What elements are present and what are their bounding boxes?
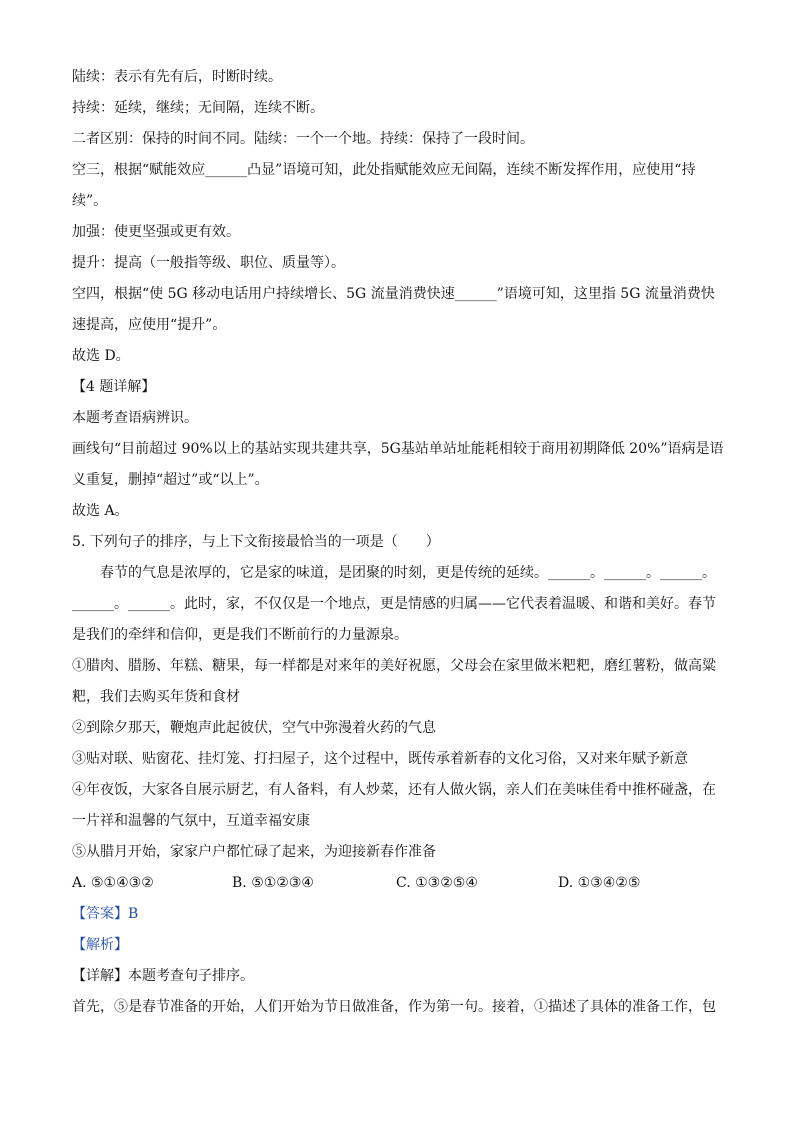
text-line: 续”。 [72,193,108,209]
sentence-item: ④年夜饭，大家各自展示厨艺，有人备料，有人炒菜，还有人做火锅，亲人们在美味佳肴中推杯碰盏，在 [72,782,716,798]
option-b: B. ⑤①②③④ [232,875,314,891]
text-line: 故选 A。 [72,503,129,519]
text-line: 空四，根据“使 5G 移动电话用户持续增长、5G 流量消费快速______”语境可知，这里指 5G 流量消费快 [72,286,715,302]
sentence-item: 一片祥和温馨的气氛中，互道幸福安康 [72,813,310,829]
option-d: D. ①③④②⑤ [558,875,641,891]
answer-line: 【答案】B [72,906,139,922]
analysis-heading: 【解析】 [72,937,128,953]
text-line: 加强：使更坚强或更有效。 [72,224,240,240]
text-line: 本题考查语病辨识。 [72,410,198,426]
sentence-item: ②到除夕那天，鞭炮声此起彼伏，空气中弥漫着火药的气息 [72,720,436,736]
text-line: 画线句“目前超过 90%以上的基站实现共建共享，5G基站单站址能耗相较于商用初期降低 20%”语病是语 [72,441,724,457]
sentence-item: ①腊肉、腊肠、年糕、糖果，每一样都是对来年的美好祝愿，父母会在家里做米粑粑，磨红薯粉，做高粱 [72,658,716,674]
sentence-item: 粑，我们去购买年货和食材 [72,689,240,705]
question-title: 5. 下列句子的排序，与上下文衔接最恰当的一项是（ ） [72,534,440,550]
option-a: A. ⑤①④③② [72,875,154,891]
passage-line: 是我们的牵绊和信仰，更是我们不断前行的力量源泉。 [72,627,408,643]
detail-line: 【详解】本题考查句子排序。 [72,968,254,984]
text-line: 提升：提高（一般指等级、职位、质量等）。 [72,255,345,271]
answer-options [72,868,732,899]
section-heading: 【4 题详解】 [72,379,156,395]
text-line: 空三，根据“赋能效应______凸显”语境可知，此处指赋能效应无间隔，连续不断发挥作用，应使用“持 [72,162,696,178]
text-line: 二者区别：保持的时间不同。陆续：一个一个地。持续：保持了一段时间。 [72,131,534,147]
text-line: 故选 D。 [72,348,130,364]
passage-line: 春节的气息是浓厚的，它是家的味道，是团聚的时刻，更是传统的延续。______。______。______。 [100,565,716,581]
text-line: 陆续：表示有先有后，时断时续。 [72,69,282,85]
option-c: C. ①③②⑤④ [396,875,478,891]
text-line: 首先，⑤是春节准备的开始，人们开始为节日做准备，作为第一句。接着，①描述了具体的准备工作，包 [72,999,716,1015]
sentence-item: ⑤从腊月开始，家家户户都忙碌了起来，为迎接新春作准备 [72,844,436,860]
text-line: 持续：延续，继续；无间隔，连续不断。 [72,100,324,116]
text-line: 速提高，应使用“提升”。 [72,317,227,333]
passage-line: ______。______。此时，家，不仅仅是一个地点，更是情感的归属——它代表着温暖、和谐和美好。春节 [72,596,716,612]
text-line: 义重复，删掉“超过”或“以上”。 [72,472,269,488]
sentence-item: ③贴对联、贴窗花、挂灯笼、打扫屋子，这个过程中，既传承着新春的文化习俗，又对来年赋予新意 [72,751,688,767]
document-page [72,62,732,1023]
